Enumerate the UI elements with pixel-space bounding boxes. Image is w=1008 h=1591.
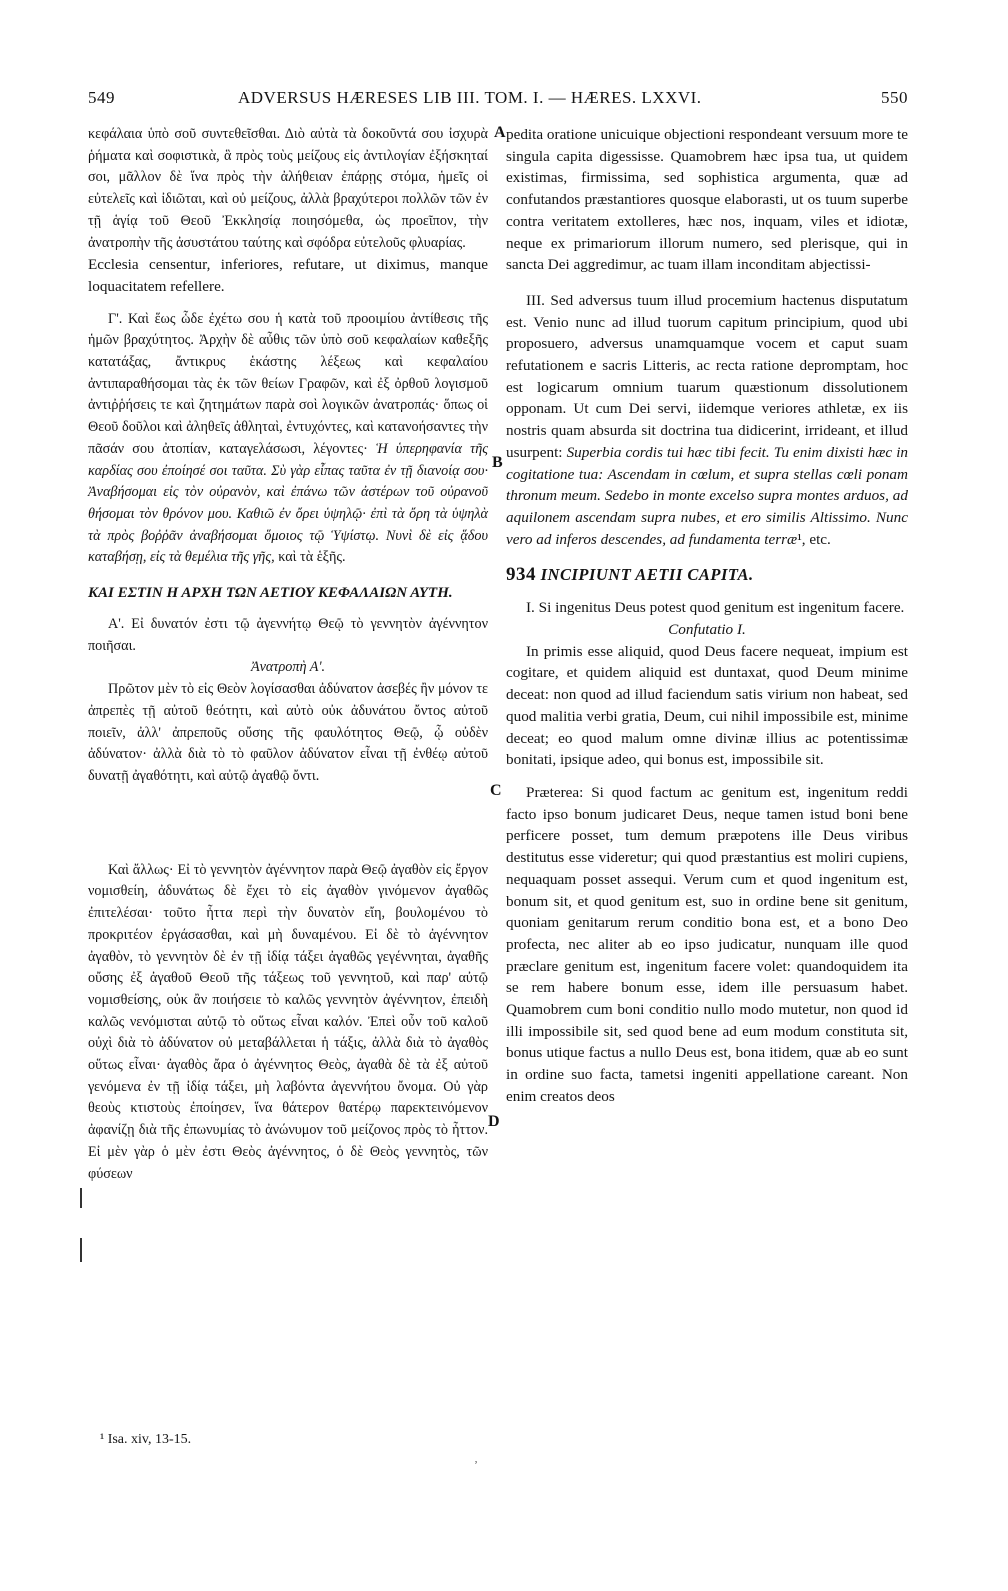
confutation-heading: Confutatio I. — [668, 621, 746, 639]
margin-mark-c: C — [490, 782, 502, 799]
chapter-statement: I. Si ingenitus Deus potest quod genitum est ingenitum facere. — [526, 599, 905, 617]
latin-column — [506, 124, 908, 1108]
scripture-quote: Superbia cordis tui hæc tibi fecit. Tu enim dixisti hæc in cogitatione tua: Ascendam in cœlum, et supra stellas cœli ponam thronum meum. Sedebo in monte excelso supra montes arduos, ad aquilonem ascendam supra nubes, et ero similis Altissimo. Nunc vero ad inferos descendes, ad fundamenta terræ — [506, 443, 909, 548]
margin-rule — [80, 1238, 82, 1262]
column-number: 934 — [506, 564, 536, 586]
page-number-left: 549 — [88, 88, 115, 107]
footnote: ¹ Isa. xiv, 13-15. — [100, 1432, 192, 1447]
margin-mark-b: B — [492, 454, 503, 471]
latin-paragraph: Præterea: Si quod factum ac genitum est, ingenitum reddi facto ipso bonum judicaret Deus, neque tamen istud boni bene perficere posset, tum demum præpotens ille Deus viribus destitutus esse videretur; qui quod præstantius est moliri cupiens, nequaquam posset assequi. Verum cum et quod ingenitum est, bonum sit, et quod genitum est, suo in ordine bene sit genitum, quoniam genitarum rerum conditio bona est, et a bono Deo profecta, nec aliter ab eo ipso judicatur, nunquam ille quod præclare genitum est, ingenitum facere volet: quandoquidem ita se rem habere bonum esse, idem ille persuasum habet. Quamobrem cum boni conditio nullo modo mutetur, non quod id illi impossibile sit, sed quod bene ad eum modum constituta sit, bonus utique factus a nullo Deus est, bona itidem, quæ ab eo sunt in ordine suo facta, tametsi ingeniti appellatione careant. Non enim creatos deos — [506, 783, 908, 1105]
section-heading-latin: 934 INCIPIUNT AETII CAPITA. — [506, 564, 754, 586]
scripture-quote: Ἡ ὑπερηφανία τῆς καρδίας σου ἐποίησέ σοι ταῦτα. Σὺ γὰρ εἶπας ταῦτα ἐν τῇ διανοίᾳ σου· Ἀναβήσομαι εἰς τὸν οὐρανὸν, καὶ ἐπάνω τῶν ἀστέρων τοῦ οὐρανοῦ θήσομαι τὸν θρόνον μου. Καθιῶ ἐν ὄρει ὑψηλῷ· ἐπὶ τὰ ὄρη τὰ ὑψηλὰ τὰ πρὸς βοῤῥᾶν ἀναβήσομαι ὅμοιος τῷ Ὑψίστῳ. Νυνὶ δὲ εἰς ᾅδου καταβήσῃ, εἰς τὰ θεμέλια τῆς γῆς, — [88, 440, 489, 566]
latin-paragraph: In primis esse aliquid, quod Deus facere nequeat, impium est cogitare, et quidem aliquid est duntaxat, quod Deum minime deceat: non quod ad illud faciendum satis virium non habeat, sed quod malitia verbi gratia, Deum, cui nihil impossibile est, minime deceat; eo quod malum omne divinæ illius ac potentissimæ bonitati, ipsique adeo, qui bonus est, impossibile sit. — [506, 642, 908, 769]
greek-paragraph: Πρῶτον μὲν τὸ εἰς Θεὸν λογίσασθαι ἀδύνατον ἀσεβές ἢν μόνον τε ἀπρεπὲς τῇ αὐτοῦ θεότητι, καὶ αὐτὸ οὐκ ἀδυνάτου ὄντος αὐτοῦ ποιεῖν, ἀλλ' ἀπρεποῦς οὔσης τῆς φαυλότητος Θεῷ, ᾧ οὐδὲν ἀδύνατον· ἀλλὰ διὰ τὸ τὸ φαῦλον ἀδύνατον εἶναι τῇ ἐνθέῳ αὐτοῦ δυνατῇ ἀγαθότητι, καὶ αὐτῷ ἀγαθῷ ὄντι. — [88, 681, 488, 784]
margin-rule — [80, 1188, 82, 1208]
confutation-heading: Ἀνατροπὴ Α'. — [250, 659, 326, 676]
greek-paragraph: κεφάλαια ὑπὸ σοῦ συντεθεῖσθαι. Διὸ αὐτὰ τὰ δοκοῦντά σου ἰσχυρὰ ῥήματα καὶ σοφιστικὰ, ἃ πρὸς τοὺς μείζους εἰς ἀντιλογίαν ἐξήσκηταί σοι, μᾶλλον δὲ ἵνα πρὸς τὴν ἀλήθειαν ἐπάρῃς στόμα, ἡμεῖς οἱ εὐτελεῖς καὶ ἰδιῶται, καὶ οὐ μείζους, ἀλλὰ βραχύτεροι πολλῶν τῶν ἐν τῇ ἁγίᾳ τοῦ Θεοῦ Ἐκκλησίᾳ ποιησόμεθα, ὡς προεῖπον, τὴν ἀνατροπὴν τῆς ἀσυστάτου ταύτης καὶ σφόδρα εὐτελοῦς φλυαρίας. — [88, 126, 488, 251]
page-number-right: 550 — [881, 88, 908, 107]
latin-paragraph: pedita oratione unicuique objectioni respondeant versuum more te singula capita digessisse. Quamobrem hæc ipsa tua, ut quidem existimas, firmissima, sed sophistica argumenta, quæ ad confutandos præstantiores quosque elaborasti, ut os tuum superbe contra veritatem extolleres, hæc nos, inquam, viles et idiotæ, neque ex primariorum illorum numero, sed plerisque, qui in sancta Dei aggredimur, ac tuam illam inconditam abjectissi- — [506, 126, 908, 274]
running-title: ADVERSUS HÆRESES LIB III. TOM. I. — HÆRES. LXXVI. — [238, 88, 702, 107]
greek-paragraph: Καὶ ἄλλως· Εἰ τὸ γεννητὸν ἀγέννητον παρὰ Θεῷ ἀγαθὸν εἰς ἔργον νομισθείη, ἀδυνάτως δὲ ἔχει τὸ εἰς ἀγαθὸν γινόμενον ἀγαθῶς ἐπιτελέσαι· τοῦτο ἧττα περὶ τὴν δυνατὸν εἴη, βουλομένου τὸ προκριτέον ἐργάσασθαι, καὶ μὴ δυναμένου. Εἰ δὲ τὸ ἀγέννητον ἀγαθὸν, τὸ γεννητὸν δὲ ἐν τῇ ἰδίᾳ τάξει ἀγαθῶς γεγέννηται, ἀγαθῆς οὔσης ἐξ ἀγαθοῦ Θεοῦ τῆς τάξεως τοῦ γεννητοῦ, καὶ παρ' αὐτῷ νομισθείσης, οὐκ ἂν ποιήσειε τὸ καλῶς γεννητὸν ἀγέννητον, ἐπειδὴ καλῶς νενόμισται αὐτῷ τὸ οὕτως εἶναι καλόν. Ἐπεὶ οὖν τοῦ καλοῦ οὐχὶ διὰ τὸ ἀδύνατον οὐ μεταβάλλεται ἡ τάξις, ἀλλὰ διὰ τὸ ἀγαθὸς οὕτως εἶναι· ἀγαθὸς ἄρα ὁ ἀγέννητος Θεὸς, ἀγαθὰ δὲ τὰ ἐξ αὐτοῦ γενόμενα ἐν τῇ ἰδίᾳ τάξει, μὴ λαβόντα ἀγεννήτου ὄνομα. Οὐ γὰρ θεοὺς κτιστοὺς ἐποίησεν, ἵνα θάτερον θατέρῳ παρεκτεινόμενον ἀφανίζῃ διὰ τῆς ἐπωνυμίας τὸ ἀνώνυμον τοῦ μείζονος πρὸς τὸ ἧττον. Εἰ μὲν γὰρ ὁ μὲν ἐστι Θεὸς ἀγέννητος, ὁ δὲ Θεὸς γεννητὸς, τῶν φύσεων — [88, 861, 488, 1182]
running-header — [88, 88, 908, 112]
latin-paragraph: III. Sed adversus tuum illud procemium hactenus disputatum est. Venio nunc ad illud tuorum capitum principium, quod ubi proposuero, adversus unamquamque vocem et caput suam refutationem e sacris Litteris, ac recta ratione depromptam, hoc est logicarum omnium tuarum quæstionum dissolutionem opponam. Ut cum Dei servi, iidemque veriores athletæ, ex iis nostris quam absurda sit doctrina tua didicerint, irrideant, et illud usurpent: Superbia cordis tui hæc tibi fecit. Tu enim dixisti hæc in cogitatione tua: Ascendam in cœlum, et supra stellas cœli ponam thronum meum. Sedebo in monte excelso supra montes arduos, ad aquilonem ascendam supra nubes, et ero similis Altissimo. Nunc vero ad inferos descendes, ad fundamenta terræ¹, etc. — [506, 291, 909, 548]
greek-paragraph: Γ'. Καὶ ἕως ὧδε ἐχέτω σου ἡ κατὰ τοῦ προοιμίου ἀντίθεσις τῆς ἡμῶν βραχύτητος. Ἀρχὴν δὲ αὖθις τῶν ὑπὸ σοῦ κεφαλαίων καθεξῆς κατατάξας, ἄντικρυς ἑκάστης λέξεως καὶ κεφαλαίου ἀντιπαραθήσομαι τὰς ἐκ τῶν θείων Γραφῶν, καὶ ἐξ ὀρθοῦ λογισμοῦ ἀντιῤῥήσεις τε καὶ ζητημάτων παρὰ σοὶ λογικῶν ἀνατροπάς· ὅπως οἱ Θεοῦ δοῦλοι καὶ ἀληθεῖς ἀθληταὶ, ἐντυχόντες, καὶ κατανοήσαντες τὴν πᾶσάν σου ἀτοπίαν, καταγελάσωσι, λέγοντες· Ἡ ὑπερηφανία τῆς καρδίας σου ἐποίησέ σοι ταῦτα. Σὺ γὰρ εἶπας ταῦτα ἐν τῇ διανοίᾳ σου· Ἀναβήσομαι εἰς τὸν οὐρανὸν, καὶ ἐπάνω τῶν ἀστέρων τοῦ οὐρανοῦ θήσομαι τὸν θρόνον μου. Καθιῶ ἐν ὄρει ὑψηλῷ· ἐπὶ τὰ ὄρη τὰ ὑψηλὰ τὰ πρὸς βοῤῥᾶν ἀναβήσομαι ὅμοιος τῷ Ὑψίστῳ. Νυνὶ δὲ εἰς ᾅδου καταβήσῃ, εἰς τὰ θεμέλια τῆς γῆς, καὶ τὰ ἑξῆς. — [88, 310, 489, 566]
print-speck: ʼ — [474, 1458, 478, 1472]
greek-column — [88, 124, 488, 1185]
latin-fragment: Ecclesia censentur, inferiores, refutare, ut diximus, manque loquacitatem refellere. — [88, 256, 488, 295]
chapter-statement: Α'. Εἰ δυνατόν ἐστι τῷ ἀγεννήτῳ Θεῷ τὸ γεννητὸν ἀγέννητον ποιῆσαι. — [88, 616, 488, 654]
margin-mark-d: D — [488, 1113, 500, 1130]
section-heading-greek: ΚΑΙ ΕΣΤΙΝ Η ΑΡΧΗ ΤΩΝ ΑΕΤΙΟΥ ΚΕΦΑΛΑΙΩΝ ΑΥΤΗ. — [88, 585, 453, 602]
margin-mark-a: A — [494, 124, 506, 141]
